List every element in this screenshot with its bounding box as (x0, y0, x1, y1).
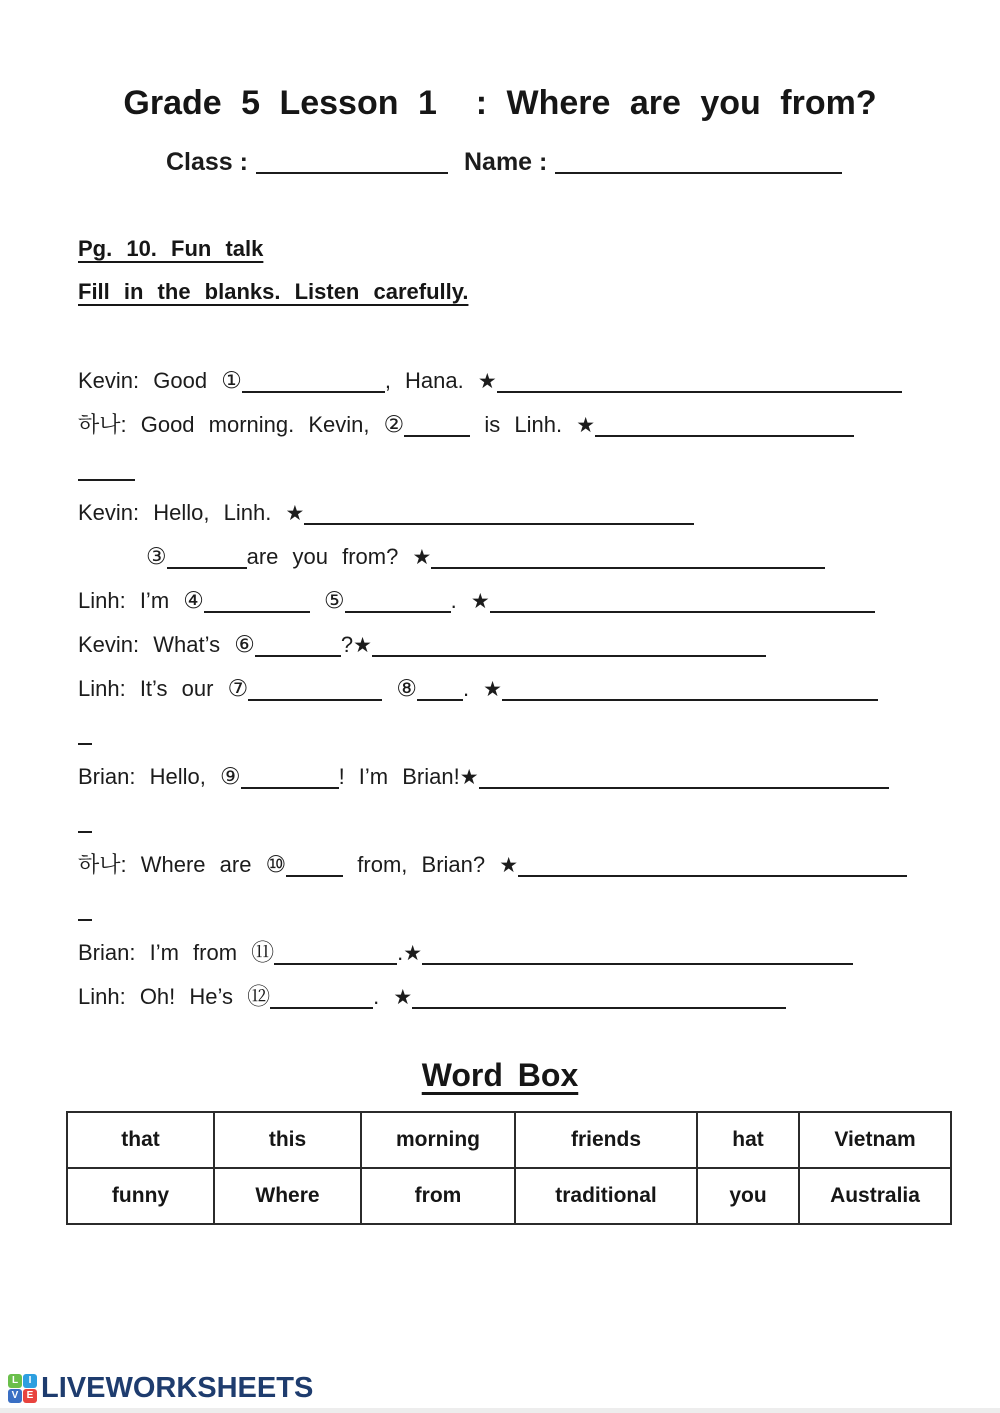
circled-number: ④ (183, 588, 204, 614)
dialogue-text (310, 588, 324, 613)
dialogue-text: 하나: Where are (78, 852, 266, 877)
dialogue-text: Kevin: Good (78, 368, 222, 393)
word-box-word: you (697, 1168, 799, 1224)
dialogue-line (78, 843, 1000, 887)
logo-tile-i: I (23, 1374, 37, 1388)
dialogue-text: Linh: It’s our (78, 676, 228, 701)
dialogue-text: . (397, 940, 404, 965)
dialogue-line (78, 491, 1000, 535)
star-icon: ★ (285, 501, 305, 525)
logo-tile-l: L (8, 1374, 22, 1388)
word-box-word: Australia (799, 1168, 951, 1224)
answer-blank[interactable] (241, 765, 339, 789)
circled-number: ⑦ (227, 676, 249, 702)
dialogue-text: . (373, 984, 394, 1009)
dialogue-line (78, 579, 1000, 623)
word-box-word: morning (361, 1112, 515, 1168)
logo-tile-e: E (23, 1389, 37, 1403)
answer-blank[interactable] (78, 721, 92, 745)
word-box-word: friends (515, 1112, 697, 1168)
word-box-word: traditional (515, 1168, 697, 1224)
circled-number: ⑪ (251, 940, 275, 966)
circled-number: ⑧ (396, 676, 417, 702)
circled-number: ② (383, 412, 405, 438)
answer-blank[interactable] (304, 501, 694, 525)
answer-blank[interactable] (270, 985, 373, 1009)
dialogue-line (78, 799, 1000, 843)
answer-blank[interactable] (502, 677, 878, 701)
star-icon: ★ (470, 589, 490, 613)
dialogue-text: are you from? (246, 544, 413, 569)
dialogue-line (78, 359, 1000, 403)
circled-number: ⑥ (234, 632, 255, 658)
word-box-word: funny (67, 1168, 214, 1224)
circled-number: ③ (146, 544, 167, 570)
class-input-blank[interactable] (256, 150, 448, 174)
dialogue-text: Brian: Hello, (78, 764, 220, 789)
answer-blank[interactable] (417, 677, 463, 701)
dialogue-text: . (450, 588, 471, 613)
answer-blank[interactable] (490, 589, 875, 613)
star-icon: ★ (412, 545, 432, 569)
dialogue-section (78, 359, 1000, 1019)
star-icon: ★ (353, 633, 372, 657)
answer-blank[interactable] (345, 589, 451, 613)
dialogue-line (78, 667, 1000, 711)
word-box-word: hat (697, 1112, 799, 1168)
dialogue-line (78, 535, 1000, 579)
answer-blank[interactable] (274, 941, 397, 965)
dialogue-text: Linh: Oh! He’s (78, 984, 248, 1009)
liveworksheets-logo-icon (8, 1374, 37, 1403)
answer-blank[interactable] (479, 765, 889, 789)
circled-number: ⑤ (324, 588, 345, 614)
dialogue-line (78, 755, 1000, 799)
dialogue-text: is Linh. (470, 412, 577, 437)
answer-blank[interactable] (242, 369, 385, 393)
dialogue-line (78, 887, 1000, 931)
answer-blank[interactable] (431, 545, 825, 569)
logo-tile-v: V (8, 1389, 22, 1403)
page-heading: Pg. 10. Fun talk (78, 236, 264, 261)
dialogue-line (78, 623, 1000, 667)
word-box-word: this (214, 1112, 361, 1168)
class-label: Class : (166, 148, 248, 176)
dialogue-text: Linh: I’m (78, 588, 184, 613)
liveworksheets-logo[interactable] (8, 1372, 313, 1405)
star-icon: ★ (477, 369, 497, 393)
word-box-word: from (361, 1168, 515, 1224)
word-box-table (66, 1111, 952, 1225)
answer-blank[interactable] (497, 369, 902, 393)
dialogue-text: . (462, 676, 484, 701)
dialogue-line (78, 403, 1000, 447)
answer-blank[interactable] (255, 633, 341, 657)
circled-number: ⑩ (265, 852, 287, 878)
dialogue-text (382, 676, 396, 701)
dialogue-text: Brian: I’m from (78, 940, 252, 965)
class-name-row (166, 146, 1000, 178)
name-label: Name : (463, 148, 548, 176)
answer-blank[interactable] (404, 413, 470, 437)
star-icon: ★ (499, 853, 519, 877)
answer-blank[interactable] (78, 897, 92, 921)
answer-blank[interactable] (412, 985, 786, 1009)
answer-blank[interactable] (518, 853, 907, 877)
word-box-word: Where (214, 1168, 361, 1224)
star-icon: ★ (576, 413, 596, 437)
answer-blank[interactable] (78, 809, 92, 833)
answer-blank[interactable] (204, 589, 310, 613)
dialogue-text: , Hana. (384, 368, 478, 393)
dialogue-text: ? (340, 632, 354, 657)
circled-number: ① (221, 368, 242, 394)
dialogue-line (78, 931, 1000, 975)
dialogue-line (78, 975, 1000, 1019)
instructions-heading: Fill in the blanks. Listen carefully. (78, 279, 469, 304)
star-icon: ★ (459, 765, 479, 789)
word-box-word: that (67, 1112, 214, 1168)
circled-number: ⑨ (219, 764, 241, 790)
circled-number: ⑫ (247, 984, 271, 1010)
answer-blank[interactable] (595, 413, 854, 437)
dialogue-text: from, Brian? (343, 852, 500, 877)
answer-blank[interactable] (167, 545, 247, 569)
worksheet-title: Grade 5 Lesson 1 : Where are you from? (123, 84, 877, 122)
star-icon: ★ (483, 677, 502, 701)
answer-blank[interactable] (286, 853, 343, 877)
liveworksheets-logo-text: LIVEWORKSHEETS (41, 1372, 314, 1404)
answer-blank[interactable] (372, 633, 766, 657)
dialogue-text: Kevin: Hello, Linh. (78, 500, 286, 525)
dialogue-text: ! I’m Brian! (338, 764, 460, 789)
bottom-bar (0, 1408, 1000, 1413)
dialogue-text: Kevin: What’s (78, 632, 235, 657)
answer-blank[interactable] (248, 677, 382, 701)
word-box-row (67, 1168, 951, 1224)
answer-blank[interactable] (422, 941, 853, 965)
word-box-word: Vietnam (799, 1112, 951, 1168)
dialogue-line (78, 447, 1000, 491)
word-box-row (67, 1112, 951, 1168)
star-icon: ★ (403, 941, 423, 965)
word-box-title: Word Box (421, 1057, 579, 1093)
answer-blank[interactable] (78, 457, 135, 481)
dialogue-line (78, 711, 1000, 755)
dialogue-text: 하나: Good morning. Kevin, (78, 412, 384, 437)
star-icon: ★ (393, 985, 413, 1009)
name-input-blank[interactable] (555, 150, 842, 174)
